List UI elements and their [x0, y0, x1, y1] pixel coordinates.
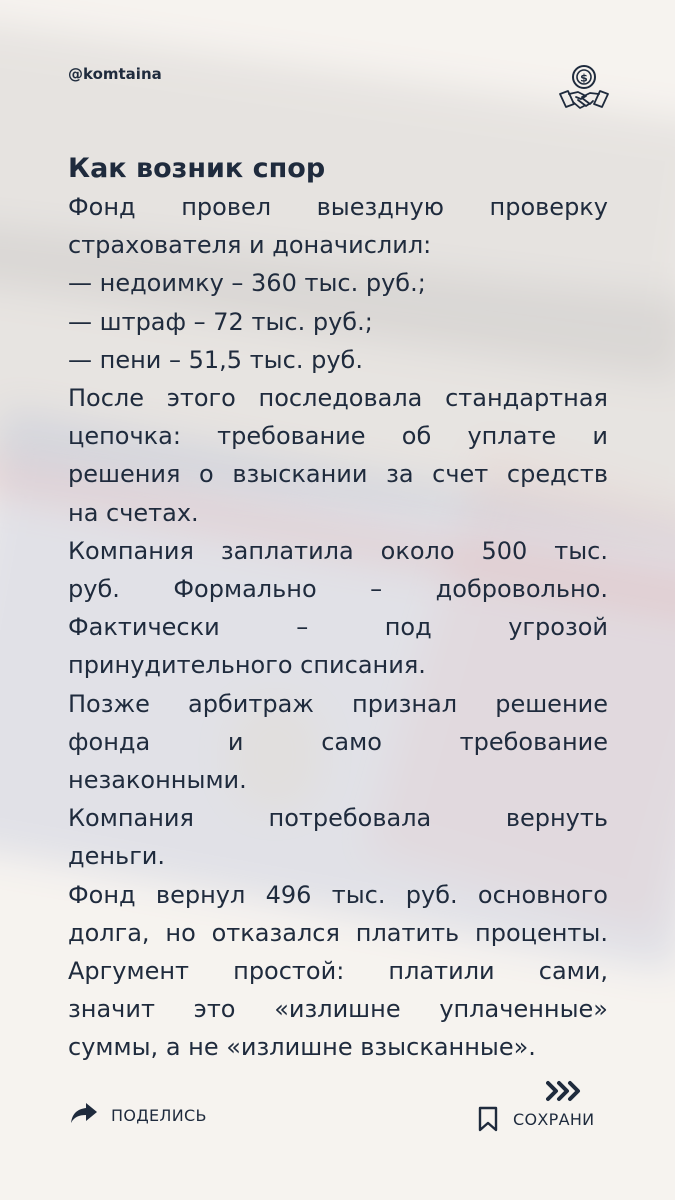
text-line: Фонд провел выездную проверку [68, 193, 608, 221]
text-line: суммы, а не «излишне взысканные». [68, 1033, 536, 1062]
text-line: фонда и само требование [68, 727, 608, 756]
text-line: деньги. [68, 842, 166, 871]
bookmark-icon[interactable] [478, 1106, 498, 1132]
text-line: на счетах. [68, 498, 199, 527]
text-line: Фонд вернул 496 тыс. руб. основного [68, 880, 608, 909]
text-line: цепочка: требование об уплате и [68, 422, 608, 451]
footer-bar [0, 1080, 675, 1160]
text-line: страхователя и доначислил: [68, 231, 432, 260]
text-line: руб. Формально – добровольно. [68, 575, 608, 604]
text-line: решения о взыскании за счет средств [68, 460, 608, 489]
post-body [68, 150, 608, 1067]
text-line: значит это «излишне уплаченные» [68, 995, 608, 1024]
text-line: Компания потребовала вернуть [68, 804, 608, 833]
text-line: После этого последовала стандартная [68, 384, 608, 413]
text-line: Аргумент простой: платили сами, [68, 957, 608, 986]
text-line: — штраф – 72 тыс. руб.; [68, 307, 373, 336]
section-title: Как возник спор [68, 153, 326, 184]
text-line: Компания заплатила около 500 тыс. [68, 536, 608, 565]
account-handle: @komtaina [68, 65, 162, 83]
share-button-label[interactable]: ПОДЕЛИСЬ [111, 1106, 207, 1125]
save-button-label[interactable]: СОХРАНИ [513, 1110, 595, 1129]
handshake-dollar-icon [556, 64, 612, 114]
share-arrow-icon[interactable] [70, 1102, 98, 1124]
triple-chevron-right-icon [546, 1080, 582, 1102]
text-line: принудительного списания. [68, 651, 426, 680]
text-line: Позже арбитраж признал решение [68, 689, 608, 718]
text-line: долга, но отказался платить проценты. [68, 918, 608, 947]
text-line: незаконными. [68, 766, 247, 795]
text-line: — недоимку – 360 тыс. руб.; [68, 269, 426, 298]
text-line: — пени – 51,5 тыс. руб. [68, 345, 363, 374]
svg-text:$: $ [580, 71, 588, 85]
text-line: Фактически – под угрозой [68, 613, 608, 642]
